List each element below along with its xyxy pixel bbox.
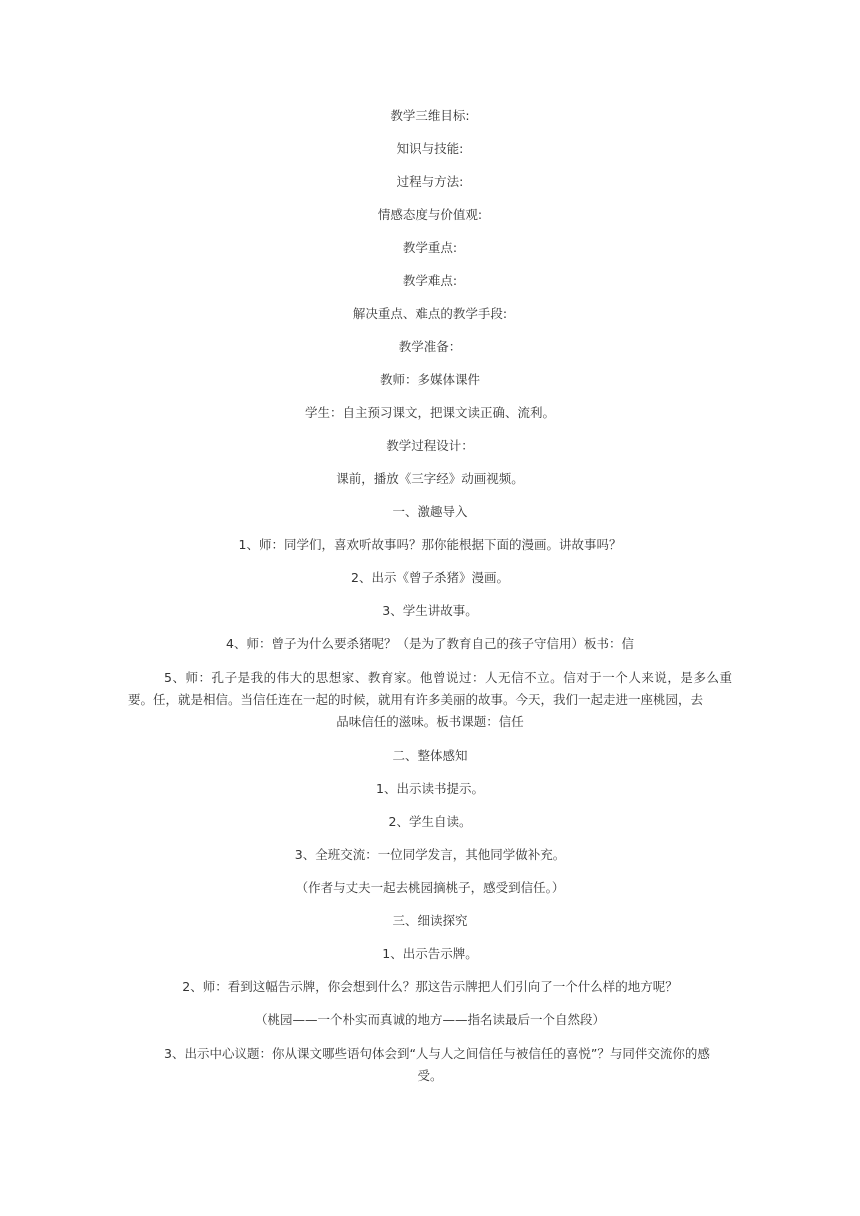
section-three-step-3-main: 3、出示中心议题：你从课文哪些语句体会到“人与人之间信任与被信任的喜悦”？与同伴交流你的感	[164, 1046, 710, 1061]
knowledge-skills-heading: 知识与技能:	[396, 141, 464, 156]
step-5-main-text: 5、师：孔子是我的伟大的思想家、教育家。他曾说过：人无信不立。信对于一个人来说，是多么重要。任，就是相信。当信任连在一起的时候，就用有许多美丽的故事。今天，我们一起走进一座桃园，去	[128, 670, 732, 707]
teaching-means-heading: 解决重点、难点的教学手段:	[352, 306, 508, 321]
process-method-heading: 过程与方法:	[396, 174, 464, 189]
teacher-prep-line: 教师：多媒体课件	[379, 372, 480, 387]
document-body	[128, 106, 732, 1100]
teaching-goals-heading: 教学三维目标:	[390, 108, 470, 123]
step-5-tail-text: 品味信任的滋味。板书课题：信任	[336, 714, 524, 729]
section-two-step-3: 3、全班交流：一位同学发言，其他同学做补充。	[294, 847, 566, 862]
section-two-heading: 二、整体感知	[392, 748, 468, 763]
key-points-heading: 教学重点:	[402, 240, 458, 255]
preparation-heading: 教学准备：	[398, 339, 462, 354]
section-three-heading: 三、细读探究	[392, 913, 468, 928]
section-three-step-3-paragraph	[128, 1043, 732, 1087]
section-two-step-1: 1、出示读书提示。	[376, 781, 484, 796]
section-three-step-2: 2、师：看到这幅告示牌，你会想到什么？那这告示牌把人们引向了一个什么样的地方呢？	[182, 979, 678, 994]
section-three-step-1: 1、出示告示牌。	[382, 946, 478, 961]
student-prep-line: 学生：自主预习课文，把课文读正确、流利。	[304, 405, 555, 420]
pre-class-line: 课前，播放《三字经》动画视频。	[336, 471, 524, 486]
step-2-line: 2、出示《曾子杀猪》漫画。	[351, 570, 509, 585]
section-one-heading: 一、激趣导入	[392, 504, 468, 519]
section-two-step-2: 2、学生自读。	[388, 814, 472, 829]
step-3-line: 3、学生讲故事。	[382, 603, 478, 618]
process-design-heading: 教学过程设计：	[386, 438, 474, 453]
section-three-note: （桃园——一个朴实而真诚的地方——指名读最后一个自然段）	[254, 1012, 605, 1027]
step-4-line: 4、师：曾子为什么要杀猪呢？（是为了教育自己的孩子守信用）板书：信	[226, 636, 634, 651]
section-two-note: （作者与丈夫一起去桃园摘桃子，感受到信任。）	[295, 880, 565, 895]
section-three-step-3-tail: 受。	[417, 1068, 443, 1083]
step-5-paragraph	[128, 667, 732, 733]
step-1-line: 1、师：同学们，喜欢听故事吗？那你能根据下面的漫画。讲故事吗？	[238, 537, 622, 552]
difficulties-heading: 教学难点:	[402, 273, 458, 288]
emotion-values-heading: 情感态度与价值观:	[377, 207, 483, 222]
